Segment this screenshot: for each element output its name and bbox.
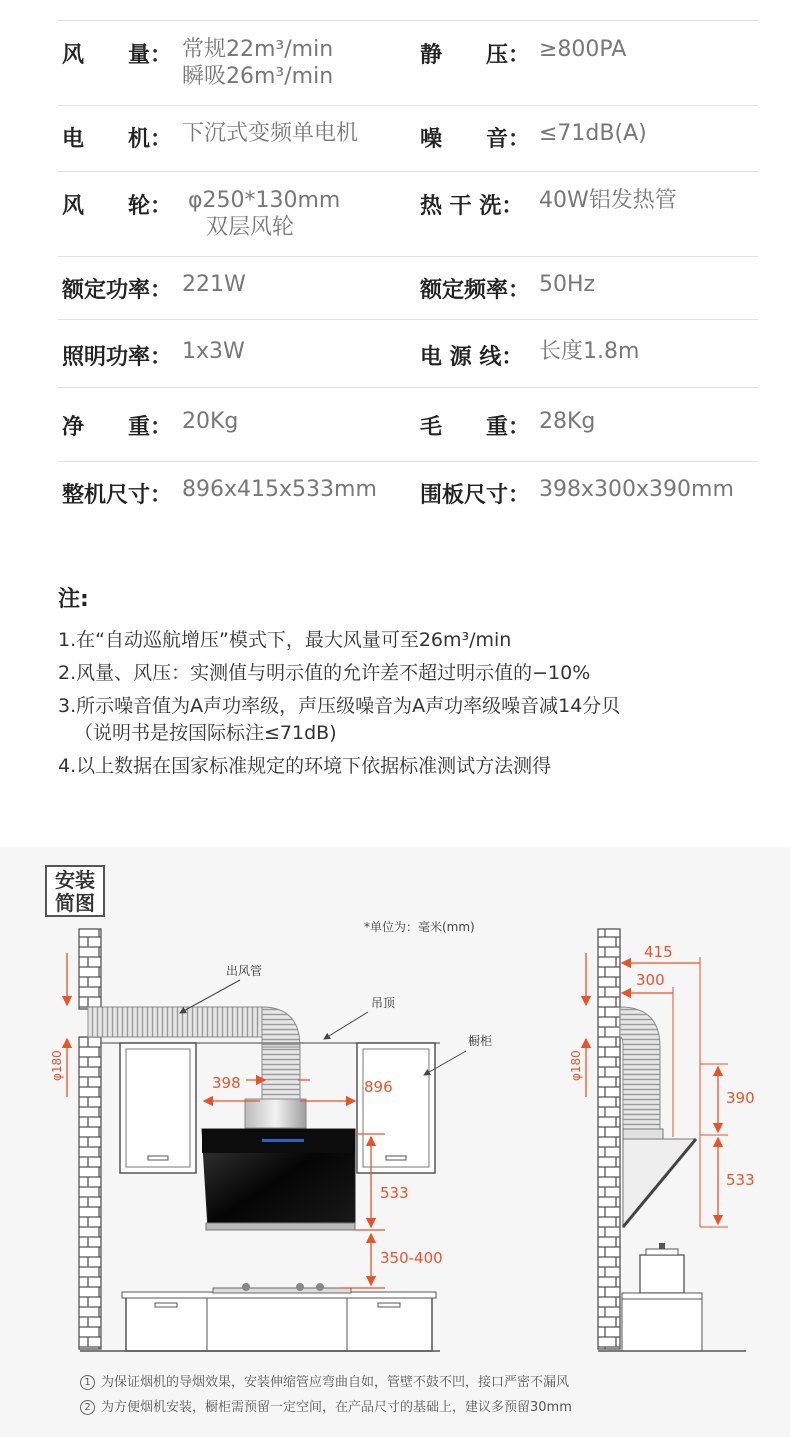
footnote-number: 2 — [80, 1400, 95, 1415]
spec-label: 整机尺寸： — [62, 483, 173, 508]
spec-label: 静 压： — [420, 43, 531, 68]
spec-label: 风 轮： — [62, 194, 173, 219]
spec-value: 221W — [182, 272, 246, 297]
spec-value: 20Kg — [182, 409, 239, 434]
spec-row — [58, 320, 758, 388]
spec-label: 电 源 线： — [420, 345, 524, 370]
side-countertop — [622, 1293, 702, 1299]
note-item: 3.所示噪音值为A声功率级，声压级噪音为A声功率级噪音减14分贝 — [58, 695, 621, 717]
callout-line — [324, 1012, 368, 1039]
dim-896: 896 — [364, 1078, 393, 1096]
spec-value: ≤71dB(A) — [539, 121, 647, 146]
notes-heading: 注: — [58, 587, 89, 612]
spec-label: 额定功率： — [62, 278, 173, 303]
brick-wall-lower — [79, 1037, 101, 1349]
spec-row — [58, 257, 758, 320]
label-duct: 出风管 — [226, 964, 263, 978]
spec-label: 电 机： — [62, 127, 173, 152]
burner-knob — [242, 1283, 250, 1291]
spec-label: 净 重： — [62, 415, 173, 440]
spec-value: 长度1.8m — [539, 339, 640, 364]
spec-row — [58, 106, 758, 172]
dim-533-side: 533 — [726, 1171, 755, 1189]
note-item: 2.风量、风压：实测值与明示值的允许差不超过明示值的−10% — [58, 662, 591, 684]
side-chimney — [623, 1129, 663, 1139]
divider — [58, 20, 758, 21]
spec-row — [58, 172, 758, 257]
hood-bottom-trim — [206, 1223, 355, 1230]
spec-row — [58, 462, 758, 528]
footnote-text: 为方便烟机安装，橱柜需预留一定空间，在产品尺寸的基础上，建议多预留30mm — [101, 1400, 572, 1415]
dim-398: 398 — [212, 1074, 241, 1092]
cropped-heading — [58, 0, 758, 10]
pot-lid — [646, 1249, 678, 1255]
burner-knob — [316, 1283, 324, 1291]
wall-cabinet-left — [120, 1043, 196, 1173]
note-item: （说明书是按国际标注≤71dB) — [74, 722, 337, 744]
dim-533: 533 — [380, 1184, 409, 1202]
spec-value: φ250*130mm — [188, 188, 341, 213]
spec-value: 398x300x390mm — [539, 477, 734, 502]
spec-label: 额定频率： — [420, 278, 531, 303]
install-drawing — [0, 847, 790, 1437]
gas-stove — [213, 1288, 351, 1293]
brick-wall-upper — [79, 929, 101, 1009]
brick-wall-side — [598, 929, 620, 1349]
spec-label: 照明功率： — [62, 345, 173, 370]
note-item: 1.在“自动巡航增压”模式下，最大风量可至26m³/min — [58, 629, 512, 651]
spec-value: 896x415x533mm — [182, 477, 377, 502]
hood-chimney-cover — [245, 1099, 306, 1128]
spec-label: 噪 音： — [420, 127, 531, 152]
spec-label: 风 量： — [62, 43, 173, 68]
note-item: 4.以上数据在国家标准规定的环境下依据标准测试方法测得 — [58, 755, 552, 777]
footnote — [80, 1371, 569, 1390]
spec-value: 双层风轮 — [206, 215, 295, 240]
label-cabinet: 橱柜 — [468, 1034, 493, 1048]
spec-label: 围板尺寸： — [420, 483, 531, 508]
spec-value: 1x3W — [182, 339, 245, 364]
spec-value: 50Hz — [539, 272, 596, 297]
spec-value: 40W铝发热管 — [539, 188, 677, 213]
spec-value: 瞬吸26m³/min — [182, 64, 334, 89]
burner-knob — [296, 1283, 304, 1291]
spec-value: ≥800PA — [539, 37, 627, 62]
cooking-pot — [640, 1255, 684, 1293]
side-duct — [620, 1007, 660, 1129]
spec-value: 下沉式变频单电机 — [182, 121, 359, 146]
spec-value: 常规22m³/min — [182, 37, 334, 62]
dim-415: 415 — [644, 943, 673, 961]
label-ceiling: 吊顶 — [371, 996, 396, 1010]
footnote-number: 1 — [80, 1375, 95, 1390]
spec-row — [58, 22, 758, 106]
badge-line: 简图 — [55, 891, 95, 915]
unit-note: *单位为：毫米(mm) — [364, 920, 475, 934]
spec-row — [58, 388, 758, 462]
exhaust-duct — [88, 1007, 263, 1037]
dim-350-400: 350-400 — [380, 1249, 443, 1267]
badge-line: 安装 — [55, 868, 95, 892]
footnote-text: 为保证烟机的导烟效果，安装伸缩管应弯曲自如，管壁不鼓不凹，接口严密不漏风 — [101, 1375, 570, 1390]
pot-knob — [659, 1243, 665, 1249]
install-diagram — [0, 847, 790, 1437]
dim-phi-left: φ180 — [50, 1050, 64, 1081]
spec-label: 毛 重： — [420, 415, 531, 440]
hood-display — [262, 1139, 304, 1142]
notes-section — [58, 582, 758, 786]
dim-300: 300 — [636, 971, 665, 989]
footnote — [80, 1396, 572, 1415]
wall-cabinet-right — [357, 1043, 435, 1173]
spec-label: 热 干 洗： — [420, 194, 524, 219]
spec-value: 28Kg — [539, 409, 596, 434]
side-base-cabinet — [622, 1299, 702, 1351]
dim-390: 390 — [726, 1089, 755, 1107]
dim-phi-right: φ180 — [569, 1050, 583, 1081]
